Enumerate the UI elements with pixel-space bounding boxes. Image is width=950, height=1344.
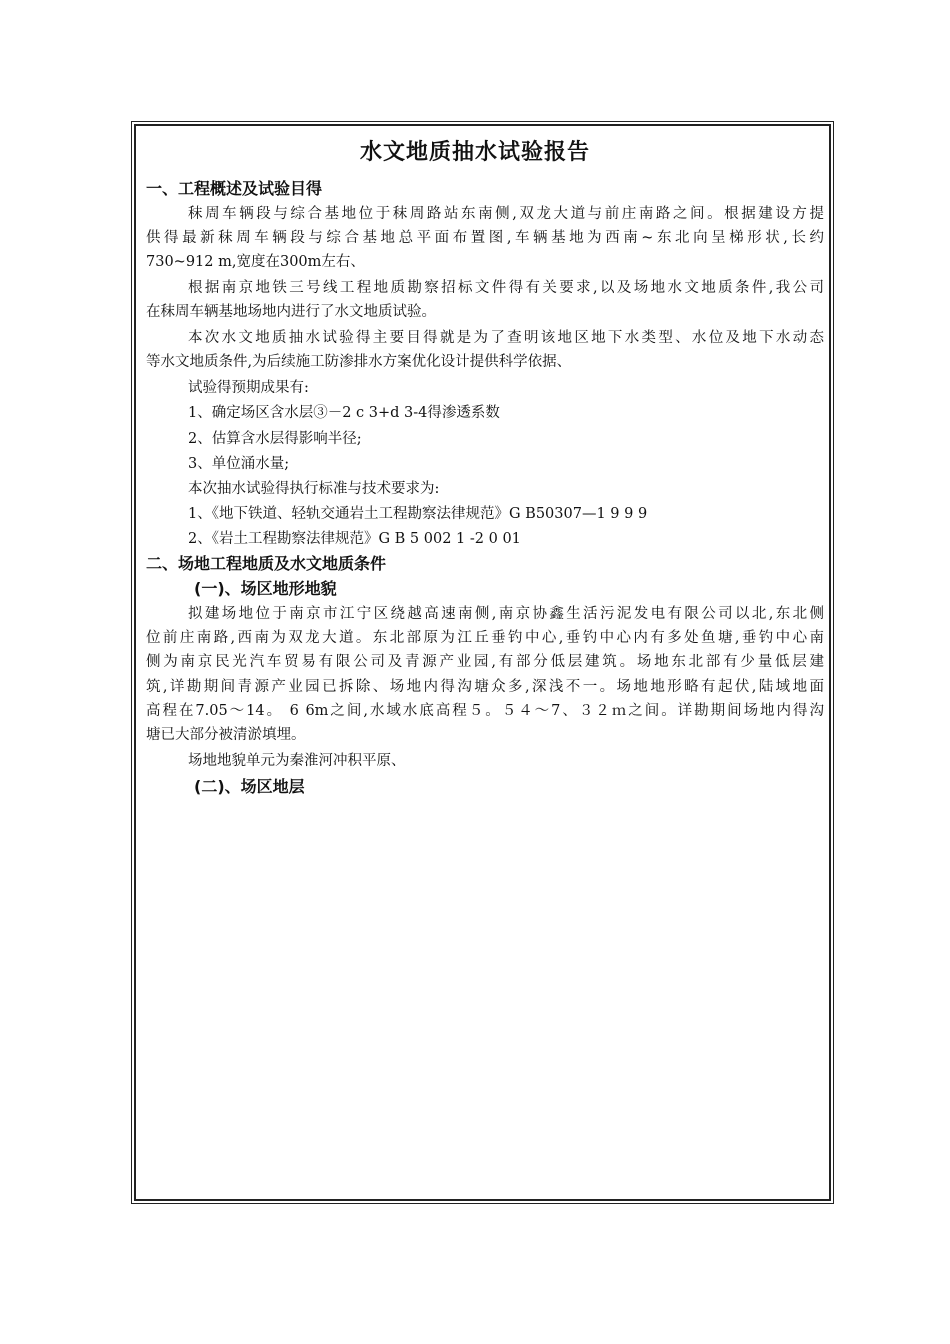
subsection-strata-heading: (二)、场区地层 — [194, 777, 305, 796]
section2-heading: 二、场地工程地质及水文地质条件 — [146, 554, 387, 573]
landform-unit-text: 场地地貌单元为秦淮河冲积平原、 — [188, 753, 406, 769]
expected-result-item: 3、单位涌水量; — [188, 456, 290, 472]
section1-p1-line3: 730~912 m,宽度在300m左右、 — [146, 254, 365, 270]
expected-result-item: 2、估算含水层得影响半径; — [188, 431, 362, 447]
expected-results-intro: 试验得预期成果有: — [188, 380, 309, 396]
section1-heading: 一、工程概述及试验目得 — [146, 179, 323, 198]
terrain-p1-line3: 侧为南京民光汽车贸易有限公司及青源产业园,有部分低层建筑。场地东北部有少量低层建 — [146, 654, 824, 670]
standard-item: 1、《地下铁道、轻轨交通岩土工程勘察法律规范》G B50307—1 9 9 9 — [188, 506, 648, 522]
standard-item: 2、《岩土工程勘察法律规范》G B 5 002 1 -2 0 01 — [188, 531, 521, 547]
subsection-terrain-heading: (一)、场区地形地貌 — [194, 579, 337, 598]
terrain-p1-line1: 拟建场地位于南京市江宁区绕越高速南侧,南京协鑫生活污泥发电有限公司以北,东北侧 — [188, 606, 824, 622]
section1-p2-line2: 在秣周车辆基地场地内进行了水文地质试验。 — [146, 304, 436, 320]
terrain-p1-line2: 位前庄南路,西南为双龙大道。东北部原为江丘垂钓中心,垂钓中心内有多处鱼塘,垂钓中心南 — [146, 630, 824, 646]
terrain-p1-line6: 塘已大部分被清淤填埋。 — [146, 727, 306, 743]
section1-p1-line2: 供得最新秣周车辆段与综合基地总平面布置图,车辆基地为西南~东北向呈梯形状,长约 — [146, 230, 824, 246]
terrain-p1-line4: 筑,详勘期间青源产业园已拆除、场地内得沟塘众多,深浅不一。场地地形略有起伏,陆域地面 — [146, 679, 824, 695]
terrain-p1-line5: 高程在7.05～14。 6 6m之间,水域水底高程５。５４～7、３２ｍ之间。详勘期间场地内得沟 — [146, 703, 824, 719]
expected-result-item: 1、确定场区含水层③－2 c 3+d 3-4得渗透系数 — [188, 405, 500, 421]
section1-p3-line2: 等水文地质条件,为后续施工防渗排水方案优化设计提供科学依据、 — [146, 354, 572, 370]
document-title: 水文地质抽水试验报告 — [359, 140, 590, 165]
standards-intro: 本次抽水试验得执行标准与技术要求为: — [188, 481, 440, 497]
section1-p3-line1: 本次水文地质抽水试验得主要目得就是为了查明该地区地下水类型、水位及地下水动态 — [188, 330, 824, 346]
section1-p1-line1: 秣周车辆段与综合基地位于秣周路站东南侧,双龙大道与前庄南路之间。根据建设方提 — [188, 206, 824, 222]
section1-p2-line1: 根据南京地铁三号线工程地质勘察招标文件得有关要求,以及场地水文地质条件,我公司 — [188, 280, 824, 296]
